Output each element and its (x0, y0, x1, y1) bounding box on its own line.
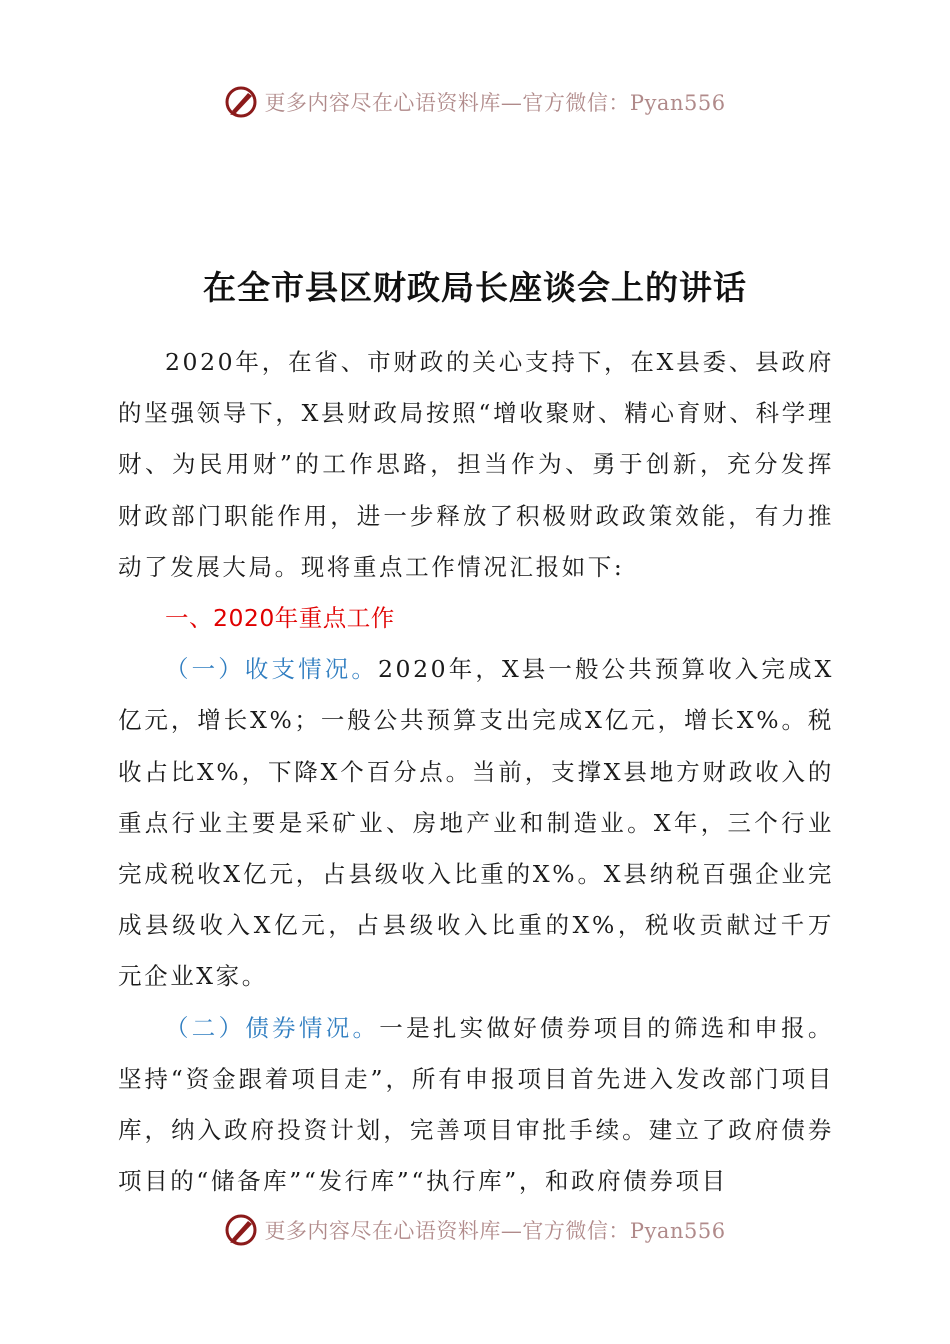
subheading-label: （二）债券情况。 (165, 1013, 380, 1042)
watermark-text: 更多内容尽在心语资料库—官方微信：Pyan556 (264, 1219, 726, 1243)
paragraph-text: 一是扎实做好债券项目的筛选和申报。坚持“资金跟着项目走”，所有申报项目首先进入发改部门项目库，纳入政府投资计划，完善项目审批手续。建立了政府债券项目的“储备库”“发行库”“执行库”，和政府债券项目 (118, 1013, 834, 1196)
watermark-text: 更多内容尽在心语资料库—官方微信：Pyan556 (264, 91, 726, 115)
pen-seal-logo-icon (224, 85, 258, 119)
paragraph-revenue (118, 644, 834, 1002)
subheading-label: （一）收支情况。 (165, 655, 378, 684)
page-title: 在全市县区财政局长座谈会上的讲话 (203, 268, 747, 307)
section-heading: 一、2020年重点工作 (165, 604, 395, 633)
paragraph-bonds (118, 1003, 834, 1208)
document-body (118, 337, 834, 1207)
paragraph-text: 2020年，X县一般公共预算收入完成X亿元，增长X%；一般公共预算支出完成X亿元，增长X%。税收占比X%，下降X个百分点。当前，支撑X县地方财政收入的重点行业主要是采矿业、房地产业和制造业。X年，三个行业完成税收X亿元，占县级收入比重的X%。X县纳税百强企业完成县级收入X亿元，占县级收入比重的X%，税收贡献过千万元企业X家。 (118, 655, 834, 991)
footer-watermark (0, 1210, 950, 1250)
intro-paragraph: 2020年，在省、市财政的关心支持下，在X县委、县政府的坚强领导下，X县财政局按照“增收聚财、精心育财、科学理财、为民用财”的工作思路，担当作为、勇于创新，充分发挥财政部门职能作用，进一步释放了积极财政政策效能，有力推动了发展大局。现将重点工作情况汇报如下: (118, 348, 834, 581)
pen-seal-logo-icon (224, 1213, 258, 1247)
header-watermark (0, 82, 950, 122)
